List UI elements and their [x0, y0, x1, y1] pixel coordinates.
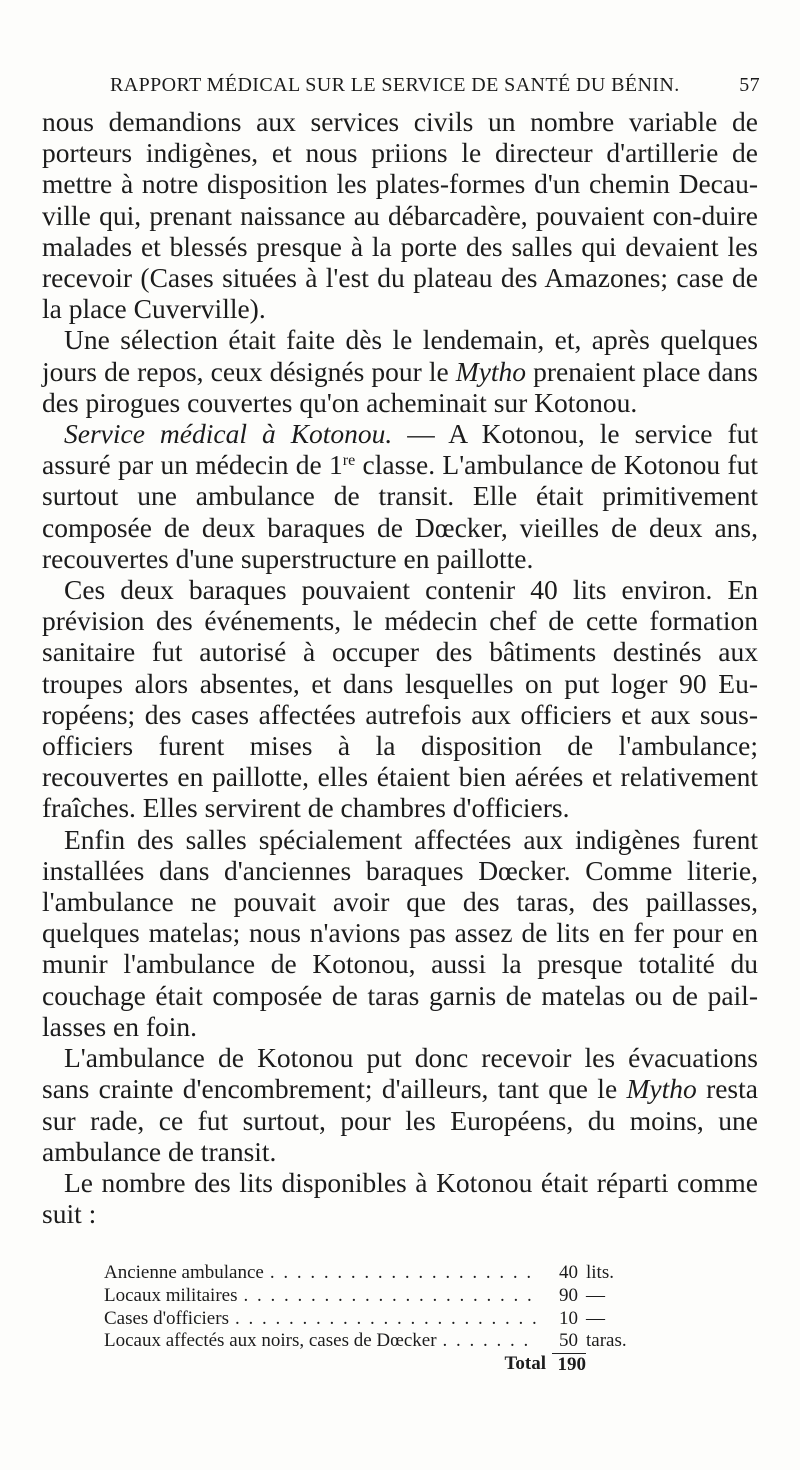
running-head — [110, 74, 760, 97]
paragraph-3-text: — A Kotonou, le service fut assuré par un médecin de 1 — [42, 418, 758, 481]
total-value: 190 — [552, 1353, 586, 1377]
paragraph-2-text: Une sélection était faite dès le lendemain, et, après quelques jours de repos, ceux désignés pour le — [42, 324, 758, 387]
row-unit: taras. — [586, 1330, 627, 1352]
dot-leader — [270, 1262, 538, 1285]
paragraph-7: Le nombre des lits disponibles à Kotonou était réparti comme suit : — [42, 1166, 758, 1230]
beds-table — [104, 1262, 644, 1377]
row-value: 40 — [559, 1262, 578, 1283]
dot-leader — [443, 1330, 538, 1353]
paragraph-6-text: L'ambulance de Kotonou put donc recevoir les évacuations sans crainte d'encombrement; d'ailleurs, tant que le — [42, 1042, 758, 1105]
ship-name: Mytho — [455, 355, 527, 387]
dot-leader — [235, 1308, 538, 1331]
paragraph-6 — [42, 1042, 758, 1167]
row-unit: lits. — [586, 1262, 614, 1283]
paragraph-3-text-end: classe. L'ambulance de Kotonou fut surtout une ambulance de transit. Elle était primitivement composée de deux baraques de Dœcker, vieilles de deux ans, recouvertes d'une superstructure en paillotte. — [42, 449, 758, 574]
row-label: Ancienne ambulance — [104, 1262, 264, 1283]
paragraph-3 — [42, 418, 758, 574]
row-value: 10 — [559, 1307, 578, 1329]
row-value: 50 — [559, 1330, 578, 1352]
total-row — [104, 1353, 644, 1377]
paragraph-5: Enfin des salles spécialement affectées aux indigènes furent installées dans d'anciennes baraques Dœcker. Comme literie, l'ambulance ne pouvait avoir que des taras, des paillasses, quelques matelas; nous n'avions pas assez de lits en fer pour en munir l'ambulance de Kotonou, aussi la presque totalité du couchage était composée de taras garnis de matelas ou de pail-lasses en foin. — [42, 823, 758, 1042]
table-row — [104, 1308, 644, 1331]
paragraph-4: Ces deux baraques pouvaient contenir 40 lits environ. En prévision des événements, le médecin chef de cette formation sanitaire fut autorisé à occuper des bâtiments destinés aux troupes alors absentes, et dans lesquelles on put loger 90 Eu-ropéens; des cases affectées autrefois aux officiers et aux sous-officiers furent mises à la disposition de l'ambulance; recouvertes en paillotte, elles étaient bien aérées et relativement fraîches. Elles servirent de chambres d'officiers. — [42, 574, 758, 824]
paragraph-2-text-end: prenaient place dans des pirogues couvertes qu'on acheminait sur Kotonou. — [42, 355, 758, 418]
section-heading: Service médical à Kotonou. — [64, 418, 393, 450]
paragraph-1: nous demandions aux services civils un nombre variable de porteurs indigènes, et nous priions le directeur d'artillerie de mettre à notre disposition les plates-formes d'un chemin Decau-ville qui, prenant naissance au débarcadère, pouvaient con-duire malades et blessés presque à la porte des salles qui devaient les recevoir (Cases situées à l'est du plateau des Amazones; case de la place Cuverville). — [42, 106, 758, 325]
body-text — [42, 106, 758, 1229]
page-number: 57 — [739, 74, 760, 96]
paragraph-2 — [42, 324, 758, 418]
total-label: Total — [504, 1353, 546, 1375]
row-unit: — — [586, 1284, 605, 1306]
row-unit: — — [586, 1307, 605, 1329]
dot-leader — [243, 1285, 538, 1308]
row-label: Cases d'officiers — [104, 1307, 229, 1329]
ordinal-superscript: re — [342, 452, 356, 470]
ship-name: Mytho — [626, 1073, 697, 1105]
running-title: RAPPORT MÉDICAL SUR LE SERVICE DE SANTÉ DU BÉNIN. — [110, 74, 680, 96]
table-row — [104, 1330, 644, 1353]
row-label: Locaux militaires — [104, 1284, 238, 1306]
paragraph-6-text-end: resta sur rade, ce fut surtout, pour les Européens, du moins, une ambulance de transit. — [42, 1073, 758, 1167]
table-row — [104, 1262, 644, 1285]
row-label: Locaux affectés aux noirs, cases de Dœcker — [104, 1330, 437, 1352]
row-value: 90 — [559, 1284, 578, 1306]
table-row — [104, 1285, 644, 1308]
